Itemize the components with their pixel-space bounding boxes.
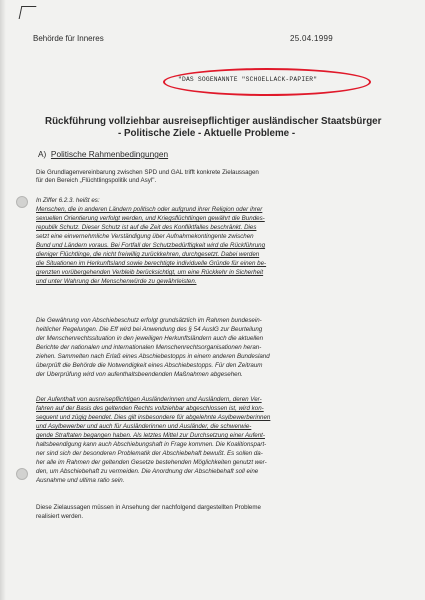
para2-line: republik Schutz. Dieser Schutz ist auf die Zeit des Konfliktfalles beschränkt. Dies [36, 224, 257, 231]
para1-line: für den Bereich „Flüchtlingspolitik und Asyl". [36, 177, 157, 184]
para2-line: Menschen, die in anderen Ländern politisch oder aufgrund ihrer Religion oder ihrer [36, 206, 263, 213]
para4-line: gende Straftaten begangen haben. Als letztes Mittel zur Durchsetzung einer Aufent- [36, 432, 265, 439]
para5-line: Diese Zielaussagen müssen in Ansehung der nachfolgend dargestellten Probleme [36, 504, 261, 511]
para2-line: dieniger Flüchtlinge, die nicht freiwillig zurückkehren, durchgesetzt. Dabei werden [36, 251, 260, 258]
para3-line: der Menschenrechtssituation in den jeweiligen Herkunftsländern auch die aktuellen [36, 335, 264, 342]
para3-line: ziehen. Sammelten nach Erlaß eines Abschiebestopps in einem anderen Bundesland [36, 353, 270, 360]
handwritten-mark [19, 6, 37, 19]
para2-line: In Ziffer 6.2.3. heißt es: [36, 197, 100, 204]
section-number: A) [38, 149, 47, 159]
document-date: 25.04.1999 [290, 34, 334, 43]
para4-line: haltsbeendigung kann auch Abschiebungshaft in Frage kommen. Die Koalitionspart- [36, 441, 267, 448]
para4-line: Ausnahme und ultima ratio sein. [36, 477, 125, 484]
document-title: Rückführung vollziehbar ausreisepflichtiger ausländischer Staatsbürger [45, 116, 382, 127]
scan-fold-shadow [0, 0, 6, 600]
para2-line: und unter Wahrung der Menschenwürde zu gewährleisten. [36, 278, 197, 285]
para5-line: realisiert werden. [36, 513, 84, 520]
para2-line: Bund und Ländern voraus. Bei Fortfall der Schutzbedürftigkeit wird die Rückführung [36, 242, 266, 249]
para3-line: heitlicher Regelungen. Die Eff wird bei Anwendung des § 54 AuslG zur Beurteilung [36, 326, 263, 333]
para4-line: ner sind sich der besonderen Problematik der Abschiebehaft bewußt. Es sollen da- [36, 450, 263, 457]
stamp-label: "DAS SOGENANNTE "SCHOELLACK-PAPIER" [178, 76, 318, 83]
document-subtitle: - Politische Ziele - Aktuelle Probleme - [118, 128, 296, 139]
para3-line: der Überprüfung wird von aufenthaltsbeendenden Maßnahmen abgesehen. [36, 371, 243, 378]
para4-line: den, um Abschiebehaft zu vermeiden. Die Anordnung der Abschiebehaft soll eine [36, 468, 259, 475]
para4-line: und Asylbewerber und auch für Ausländerinnen und Ausländer, die schwerwie- [36, 423, 252, 430]
para1-line: Die Grundlagenvereinbarung zwischen SPD und GAL trifft konkrete Zielaussagen [36, 169, 259, 176]
para2-line: setzt eine einvernehmliche Verständigung über Aufnahmekontingente zwischen [36, 233, 254, 240]
para3-line: Die Gewährung von Abschiebeschutz erfolgt grundsätzlich im Rahmen bundesein- [36, 317, 262, 324]
para4-line: Der Aufenthalt von ausreisepflichtigen Ausländerinnen und Ausländern, deren Ver- [36, 396, 262, 403]
section-heading [38, 149, 168, 159]
para3-line: Berichte der nationalen und internationalen Menschenrechtsorganisationen heran- [36, 344, 262, 351]
para3-line: überprüft die Behörde die Notwendigkeit eines Abschiebestopps. Für den Zeitraum [36, 362, 263, 369]
para2-line: sexuellen Orientierung verfolgt werden, und Kriegsflüchtlingen gewährt die Bundes- [36, 215, 265, 222]
punch-hole [16, 196, 28, 208]
para4-line: fahren auf der Basis des geltenden Rechts vollziehbar abgeschlossen ist, wird kon- [36, 405, 264, 412]
para2-line: grenzten vorübergehenden Verbleib berücksichtigt, um eine Rückkehr in Sicherheit [36, 269, 264, 276]
para4-line: her alle im Rahmen der geltenden Gesetze bestehenden Möglichkeiten genutzt wer- [36, 459, 267, 466]
issuing-authority: Behörde für Inneres [33, 34, 104, 43]
para2-line: die Situationen im Herkunftsland sowie berechtigte individuelle Gründe für einen be- [36, 260, 267, 267]
para4-line: sequent und zügig beendet. Dies gilt insbesondere für abgelehnte Asylbewerberinnen [36, 414, 271, 421]
section-title: Politische Rahmenbedingungen [50, 149, 169, 159]
punch-hole [16, 468, 28, 480]
